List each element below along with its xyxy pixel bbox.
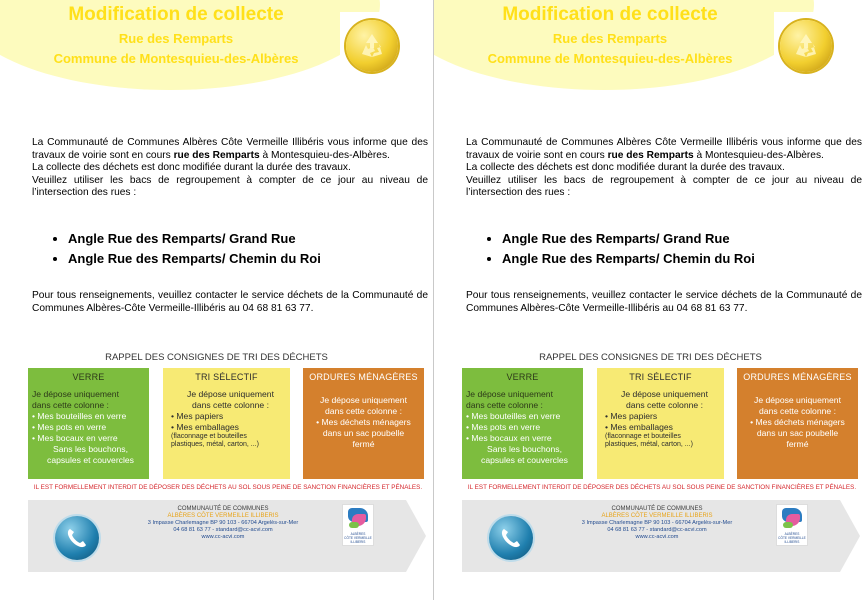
instructions-line: Veuillez utiliser les bacs de regroupement à compter de ce jour au niveau de l’intersection des rues : [32, 174, 428, 199]
org-address: 3 Impasse Charlemagne BP 90 103 - 66704 Argelès-sur-Mer [147, 520, 299, 526]
verre-line: Sans les bouchons, [52, 444, 128, 454]
intro-text: La Communauté de Communes Albères Côte Vermeille Illibéris vous informe que des travaux de voirie sont en cours [466, 137, 862, 161]
flyer-title: Modification de collecte [68, 4, 284, 25]
verre-line: capsules et couvercles [481, 455, 568, 465]
warning-text: IL EST FORMELLEMENT INTERDIT DE DÉPOSER DES DÉCHETS AU SOL SOUS PEINE DE SANCTION FINANCIÈRES ET PÉNALES. [33, 484, 423, 491]
collecte-line: La collecte des déchets est donc modifiée durant la durée des travaux. [466, 162, 785, 174]
om-bin [303, 368, 424, 479]
flyer-subtitle: Rue des Remparts [118, 31, 234, 46]
collecte-line: La collecte des déchets est donc modifiée durant la durée des travaux. [32, 162, 351, 174]
tri-line: Je dépose uniquement [621, 389, 708, 399]
intro-street: rue des Remparts [173, 149, 260, 161]
recall-title: RAPPEL DES CONSIGNES DE TRI DES DÉCHETS [105, 352, 328, 363]
intersection-list [482, 229, 755, 269]
contact-info [546, 506, 768, 541]
tri-line: dans cette colonne : [626, 400, 703, 410]
intro-paragraph [32, 137, 428, 200]
verre-line: dans cette colonne : [466, 400, 543, 410]
intersection-list [48, 229, 321, 269]
contact-paragraph: Pour tous renseignements, veuillez contacter le service déchets de la Communauté de Communes Albères-Côte Vermeille-Illibéris au 04 68 81 63 77. [466, 290, 862, 314]
org-name-2: ALBÈRES CÔTE VERMEILLE ILLIBERIS [601, 513, 713, 519]
verre-line: • Mes pots en verre [466, 422, 541, 432]
om-bin [737, 368, 858, 479]
om-title: ORDURES MÉNAGÈRES [743, 372, 852, 382]
tri-line: • Mes papiers [171, 411, 224, 421]
verre-line: Je dépose uniquement [466, 389, 553, 399]
tri-title: TRI SÉLECTIF [195, 372, 258, 382]
contact-paragraph: Pour tous renseignements, veuillez contacter le service déchets de la Communauté de Communes Albères-Côte Vermeille-Illibéris au 04 68 81 63 77. [32, 290, 428, 314]
logo-text: ALBÈRES [350, 532, 366, 536]
intro-text-end: à Montesquieu-des-Albères. [693, 149, 824, 161]
om-line: fermé [786, 439, 809, 449]
org-name: COMMUNAUTÉ DE COMMUNES [177, 506, 269, 512]
list-item: • Angle Rue des Remparts/ Grand Rue [68, 229, 321, 249]
om-line: dans un sac poubelle [322, 428, 405, 438]
verre-line: • Mes bouteilles en verre [32, 411, 127, 421]
warning-text: IL EST FORMELLEMENT INTERDIT DE DÉPOSER DES DÉCHETS AU SOL SOUS PEINE DE SANCTION FINANCIÈRES ET PÉNALES. [467, 484, 857, 491]
recall-title: RAPPEL DES CONSIGNES DE TRI DES DÉCHETS [539, 352, 762, 363]
tri-line: dans cette colonne : [192, 400, 269, 410]
phone-icon [55, 516, 99, 560]
verre-line: capsules et couvercles [47, 455, 134, 465]
list-item: • Angle Rue des Remparts/ Chemin du Roi [68, 249, 321, 269]
logo-text: ALBÈRES [784, 532, 800, 536]
logo-text: CÔTE VERMEILLE [778, 536, 806, 540]
verre-line: • Mes bocaux en verre [32, 433, 118, 443]
tri-line: • Mes papiers [605, 411, 658, 421]
cc-acvi-logo [776, 504, 808, 546]
intro-text: La Communauté de Communes Albères Côte Vermeille Illibéris vous informe que des travaux de voirie sont en cours [32, 137, 428, 161]
verre-line: • Mes bocaux en verre [466, 433, 552, 443]
tri-title: TRI SÉLECTIF [629, 372, 692, 382]
om-line: dans cette colonne : [325, 406, 402, 416]
flyer-commune: Commune de Montesquieu-des-Albères [487, 51, 733, 66]
tri-line: plastiques, métal, carton, ...) [605, 441, 693, 448]
recycle-logo [340, 12, 400, 82]
org-website: www.cc-acvi.com [201, 534, 245, 540]
phone-icon [489, 516, 533, 560]
logo-text: CÔTE VERMEILLE [344, 536, 372, 540]
cc-acvi-logo [342, 504, 374, 546]
org-phone-email: 04 68 81 63 77 - standard@cc-acvi.com [173, 527, 273, 533]
org-name-2: ALBÈRES CÔTE VERMEILLE ILLIBERIS [167, 513, 279, 519]
flyer-page-2 [434, 0, 867, 600]
flyer-subtitle: Rue des Remparts [552, 31, 668, 46]
om-line: fermé [352, 439, 375, 449]
tri-line: (flaconnage et bouteilles [171, 433, 247, 440]
recycle-icon [346, 20, 398, 72]
list-item: • Angle Rue des Remparts/ Chemin du Roi [502, 249, 755, 269]
om-line: • Mes déchets ménagers [316, 417, 411, 427]
tri-line: Je dépose uniquement [187, 389, 274, 399]
tri-line: • Mes emballages [171, 422, 239, 432]
om-title: ORDURES MÉNAGÈRES [309, 372, 418, 382]
intro-paragraph [466, 137, 862, 200]
intro-text-end: à Montesquieu-des-Albères. [259, 149, 390, 161]
verre-line: dans cette colonne : [32, 400, 109, 410]
flyer-title: Modification de collecte [502, 4, 718, 25]
verre-bin [462, 368, 583, 479]
verre-line: • Mes pots en verre [32, 422, 107, 432]
instructions-line: Veuillez utiliser les bacs de regroupement à compter de ce jour au niveau de l’intersection des rues : [466, 174, 862, 199]
org-name: COMMUNAUTÉ DE COMMUNES [611, 506, 703, 512]
verre-line: • Mes bouteilles en verre [466, 411, 561, 421]
om-line: Je dépose uniquement [754, 395, 841, 405]
verre-bin [28, 368, 149, 479]
list-item: • Angle Rue des Remparts/ Grand Rue [502, 229, 755, 249]
om-line: • Mes déchets ménagers [750, 417, 845, 427]
logo-text: ILLIBERIS [784, 540, 800, 544]
verre-title: VERRE [506, 372, 539, 382]
verre-line: Je dépose uniquement [32, 389, 119, 399]
om-line: dans cette colonne : [759, 406, 836, 416]
tri-line: • Mes emballages [605, 422, 673, 432]
org-website: www.cc-acvi.com [635, 534, 679, 540]
om-line: dans un sac poubelle [756, 428, 839, 438]
org-phone-email: 04 68 81 63 77 - standard@cc-acvi.com [607, 527, 707, 533]
tri-line: plastiques, métal, carton, ...) [171, 441, 259, 448]
contact-info [112, 506, 334, 541]
intro-street: rue des Remparts [607, 149, 694, 161]
banner-arrow [406, 500, 426, 572]
flyer-page-1 [0, 0, 433, 600]
flyer-commune: Commune de Montesquieu-des-Albères [53, 51, 299, 66]
verre-line: Sans les bouchons, [486, 444, 562, 454]
recycle-icon [780, 20, 832, 72]
om-line: Je dépose uniquement [320, 395, 407, 405]
tri-bin [163, 368, 290, 479]
verre-title: VERRE [72, 372, 105, 382]
logo-text: ILLIBERIS [350, 540, 366, 544]
tri-line: (flaconnage et bouteilles [605, 433, 681, 440]
org-address: 3 Impasse Charlemagne BP 90 103 - 66704 Argelès-sur-Mer [581, 520, 733, 526]
tri-bin [597, 368, 724, 479]
banner-arrow [840, 500, 860, 572]
recycle-logo [774, 12, 834, 82]
